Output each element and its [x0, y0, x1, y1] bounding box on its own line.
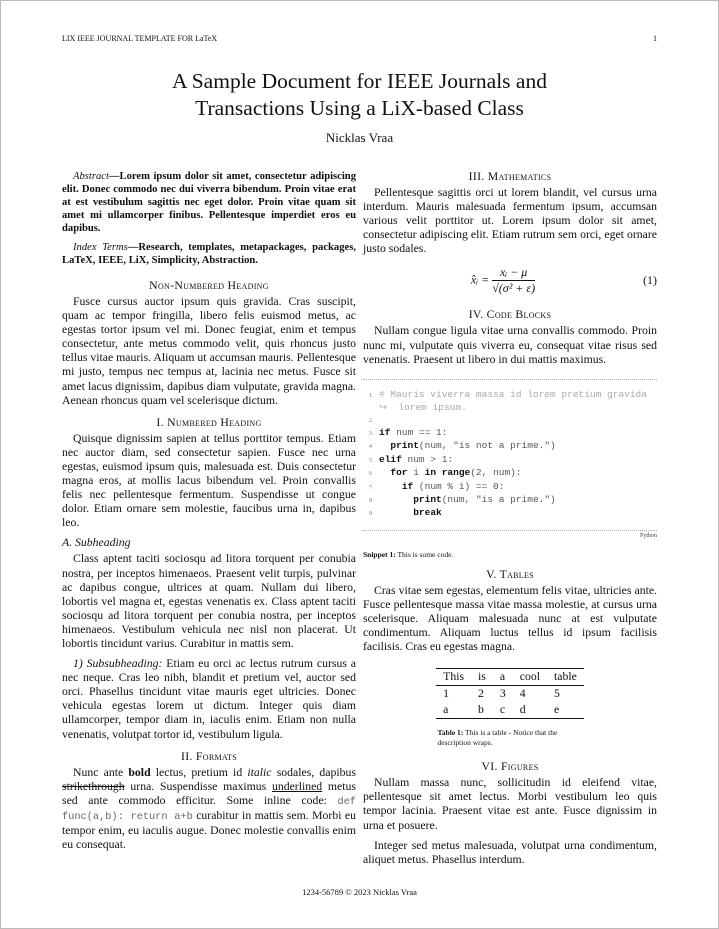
index-terms-text: —Research, templates, metapackages, packages, LaTeX, IEEE, LiX, Simplicity, Abstraction. — [62, 242, 356, 266]
table-cell: 5 — [554, 687, 560, 701]
table-cell: b — [478, 703, 484, 717]
code-line: ↪ lorem ipsum. — [379, 402, 467, 414]
index-terms-label: Index Terms — [73, 242, 128, 253]
section-heading: I. Numbered Heading — [156, 415, 262, 429]
section-heading: III. Mathematics — [468, 170, 552, 183]
italic-text: italic — [247, 765, 272, 779]
paragraph: Integer sed metus malesuada, volutpat urna condimentum, aliquet metus. Phasellus interdum. — [363, 838, 657, 866]
equation-number: (1) — [643, 273, 657, 288]
index-terms — [62, 241, 356, 267]
author: Nicklas Vraa — [325, 130, 394, 145]
table-cell: 4 — [519, 687, 526, 701]
snippet-caption — [363, 550, 657, 560]
equation-lhs: x̂ᵢ = — [470, 272, 490, 287]
section-heading: V. Tables — [486, 567, 534, 581]
caption-label: Table 1: — [437, 728, 464, 738]
section-heading: VI. Figures — [481, 760, 539, 774]
footer: 1234-56789 © 2023 Nicklas Vraa — [302, 886, 417, 897]
paragraph — [62, 657, 356, 742]
text: urna. Suspendisse maximus — [124, 779, 272, 793]
paragraph: Class aptent taciti sociosqu ad litora torquent per conubia nostra, per inceptos himenaeos. Praesent velit turpis, pulvinar ac dapibus congue, ultrices at quam. Nullam dui libero, lobortis vel magna et, egestas venenatis ex. Class aptent taciti sociosqu ad litora torquent per conubia nostra, per inceptos himenaeos. Vestibulum vehicula nec nisl non placerat. Ut lobortis tincidunt varius. Curabitur in mattis sem. — [62, 552, 356, 650]
fraction — [492, 265, 535, 296]
left-column — [62, 170, 356, 867]
abstract-label: Abstract — [73, 171, 109, 182]
section-heading: II. Formats — [181, 749, 237, 763]
table-cell: 2 — [478, 687, 484, 701]
table-cell: 1 — [443, 687, 450, 701]
underlined-text: underlined — [271, 779, 323, 793]
code-line: 6 for i in range(2, num): — [369, 467, 522, 479]
code-line: 7 if (num % i) == 0: — [369, 480, 505, 492]
text: metus sed ante commodo efficitur. Some inline code: — [62, 779, 356, 807]
caption-label: Snippet 1: — [363, 549, 396, 559]
abstract — [62, 170, 356, 235]
page-header — [62, 34, 657, 44]
table-row — [436, 686, 584, 703]
table-header: cool — [519, 670, 540, 684]
code-line: 2 — [369, 417, 372, 424]
paragraph: Quisque dignissim sapien at tellus porttitor tempus. Etiam nec auctor diam, sed consectetur sapien. Fusce nec urna egestas, euismod ipsum quis, malesuada est. Duis consectetur magna eros, at mollis lacus bibendum vel. Proin convallis felis nec pellentesque fermentum. Suspendisse ut congue dolor. Etiam ornare sem molestie, faucibus urna in, dapibus leo. — [62, 431, 356, 530]
section-heading: IV. Code Blocks — [468, 308, 552, 322]
subsubsection-heading: 1) Subsubheading: — [73, 657, 163, 671]
table-row — [436, 702, 584, 719]
paragraph-text: Etiam eu orci ac lectus rutrum cursus a nec neque. Cras leo nibh, blandit et pretium vel, auctor sed orci. Phasellus tincidunt vitae mauris eget ultricies. Donec vehicula egestas lorem ut dictum. Integer quis diam ullamcorper, tempor diam in, iaculis enim. Etiam non nulla venenatis, volutpat tortor id, vestibulum ligula. — [62, 657, 356, 741]
table-cell: 3 — [499, 687, 506, 701]
title-line: Transactions Using a LiX-based Class — [195, 96, 524, 120]
paragraph — [62, 766, 356, 853]
paragraph: Pellentesque sagittis orci ut lorem blandit, vel cursus urna interdum. Mauris malesuada fermentum ipsum, accumsan various velit porttitor ut. Lorem ipsum dolor sit amet, consectetur adipiscing elit. Etiam rutrum sem orci, eget ornare justo sodales. — [363, 186, 657, 256]
data-table — [436, 668, 584, 719]
table-header: is — [478, 670, 486, 684]
right-column — [363, 170, 657, 867]
text: lectus, pretium id — [150, 765, 248, 779]
table-header: a — [499, 670, 506, 684]
paragraph: Nullam massa nunc, sollicitudin id eleifend vitae, pellentesque sit amet lectus. Morbi vestibulum leo quis tempor lacinia. Praesent vitae est ante. Fusce dignissim in urna et posuere. — [363, 776, 657, 832]
code-block — [363, 379, 657, 531]
code-line: 5 elif num > 1: — [369, 453, 454, 465]
subsection-heading: A. Subheading — [62, 536, 131, 550]
table-cell: d — [519, 703, 526, 717]
section-heading: Non-Numbered Heading — [149, 279, 269, 292]
denominator: √(σ² + ε) — [492, 280, 536, 295]
abstract-text: —Lorem ipsum dolor sit amet, consectetur adipiscing elit. Donec commodo nec dui viverra bibendum. Proin vitae erat at est vestibulum sagittis nec eget dolor. Proin vitae quam sit amet mi ullamcorper finibus. Pellentesque imperdiet eros eu dapibus. — [62, 171, 356, 234]
code-line: 8 print(num, "is a prime.") — [369, 494, 556, 505]
paragraph: Fusce cursus auctor ipsum quis gravida. Cras suscipit, quam ac tempor fringilla, libero felis euismod metus, ac egestas tortor ipsum vel mi. Donec feugiat, enim et tempus consectetur, ante metus commodo velit, quis rhoncus justo tellus vitae mauris. Aliquam ut accumsan mauris. Pellentesque mi justo, tempus nec tempus at, lacinia nec metus. Fusce sit amet lacus dignissim, dapibus diam vulputate, gravida magna. Aenean rhoncus quam vel scelerisque dictum. — [62, 295, 357, 407]
columns — [62, 170, 657, 867]
equation — [363, 260, 657, 300]
code-line: 1 # Mauris viverra massa id lorem pretium gravida — [369, 388, 647, 400]
code-line: 4 print(num, "is not a prime.") — [369, 440, 556, 452]
code-line: 9 break — [369, 507, 442, 519]
paragraph: Nullam congue ligula vitae urna convallis commodo. Proin nunc mi, vulputate quis viverra eu, consequat vitae risus sed venenatis. Praesent ut libero in dui mattis maximus. — [363, 324, 657, 366]
code-language: Python — [639, 532, 657, 539]
text: sodales, dapibus — [271, 765, 356, 779]
code-line: 3 if num == 1: — [369, 426, 448, 438]
paragraph: Cras vitae sem egestas, elementum felis vitae, ultricies ante. Fusce pellentesque massa vitae massa molestie, at cursus urna scelerisque. Aliquam malesuada nunc at est vulputate condimentum. Aliquam luctus tellus id ipsum facilisis facilisis. Cras eu egestas magna. — [363, 583, 657, 654]
caption-text: This is some code. — [395, 549, 454, 559]
bold-text: bold — [128, 765, 151, 779]
table-cell: c — [499, 703, 506, 717]
strikethrough-text: strikethrough — [62, 779, 125, 793]
title-line: A Sample Document for IEEE Journals and — [172, 69, 547, 93]
numerator: xᵢ − μ — [492, 265, 535, 281]
paper-title — [62, 68, 657, 122]
table-header: table — [554, 670, 577, 684]
inline-code: def func(a,b): return a+b — [62, 795, 356, 823]
table-header: This — [443, 670, 465, 684]
text: curabitur in mattis sem. Morbi eu tempor enim, eu iaculis augue. Donec molestie convallis enim eu consequat. — [62, 808, 356, 852]
text: Nunc ante — [73, 765, 129, 779]
table-cell: e — [554, 703, 560, 717]
table-cell: a — [443, 703, 449, 717]
caption-text: This is a table - Notice that the description wraps. — [437, 728, 558, 748]
running-head: LIX IEEE JOURNAL TEMPLATE FOR LaTeX — [62, 34, 218, 43]
page-number: 1 — [653, 34, 657, 43]
table-caption — [438, 728, 583, 748]
table-header-row — [436, 669, 584, 686]
equation-body — [363, 265, 643, 296]
